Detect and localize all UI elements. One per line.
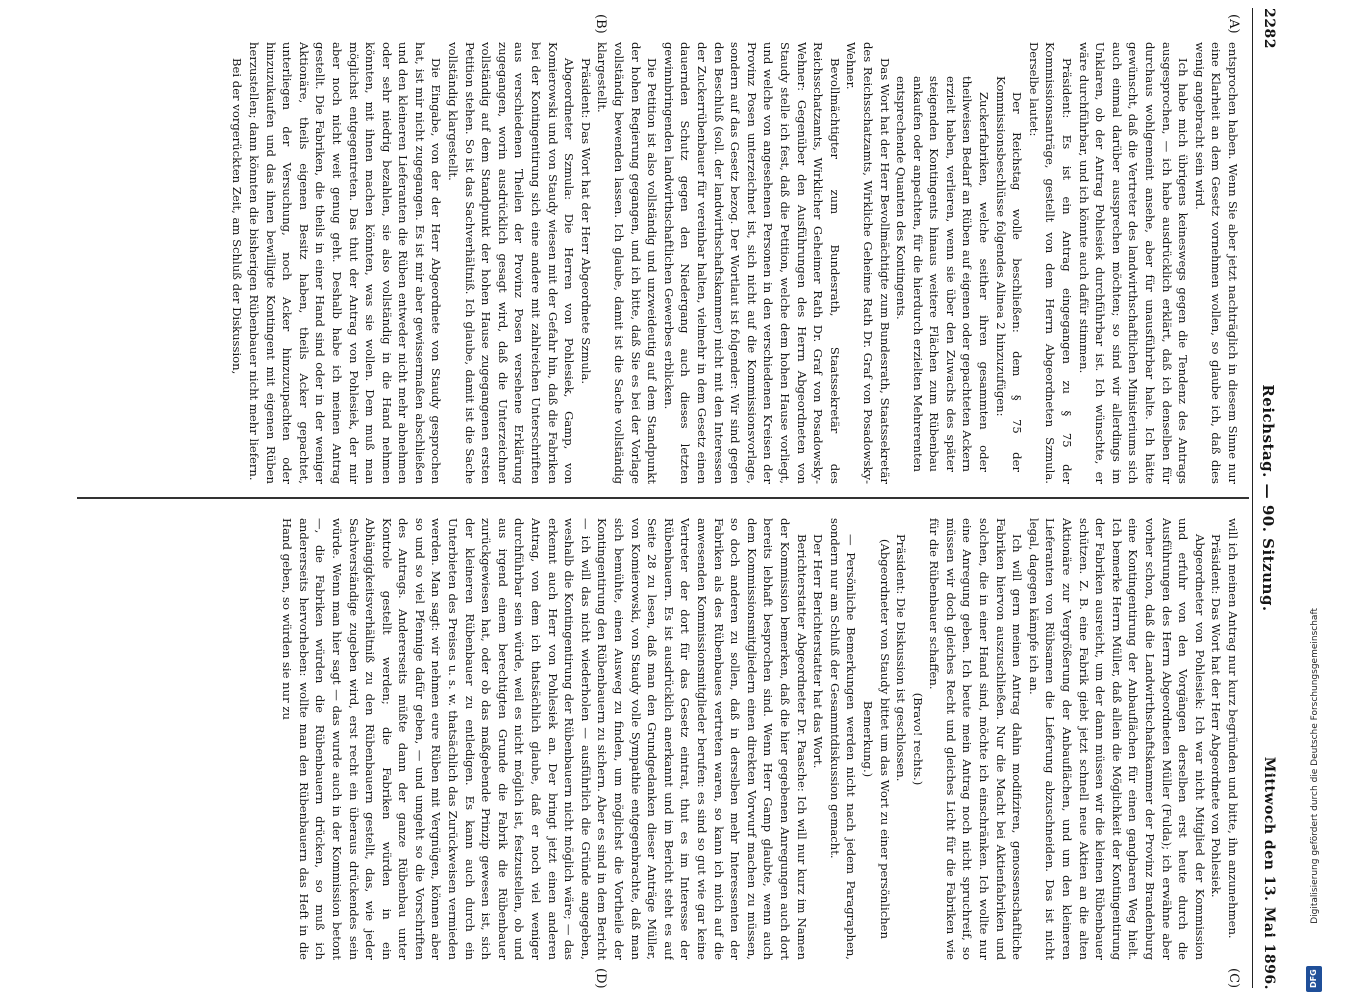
digitization-credit: Digitalisierung gefördert durch die Deutsche Forschungsgemeinschaft: [1310, 608, 1320, 924]
paragraph: Die Petition ist also vollständig und unzweideutig auf dem Standpunkt der hohen Regierung gegangen, und ich bitte, daß Sie es bei der Vorlage vollständig bewenden lassen. Ich glaube, damit ist die Sache vollständig klargestellt.: [595, 42, 660, 484]
paragraph: Präsident: Es ist ein Antrag eingegangen zu § 75 der Kommissionsanträge, gestellt von dem Herrn Abgeordneten Szmula. Derselbe lautet:: [1026, 42, 1075, 484]
text-column-left: [81, 42, 1241, 484]
paragraph: Die Eingabe, von der der Herr Abgeordnete von Staudy gesprochen hat, ist mir nicht zugegangen. Es ist mir aber gewissermaßen abschließen und den kleineren Lieferanten die Rüben entweder nicht mehr abnehmen oder sehr niedrig bezahlen, sie also vollständig in die Hand nehmen könnten, mit ihnen machen könnten, was sie wollen. Dem muß man möglichst entgegentreten. Das thut der Antrag von Pohlesiek, der mir aber noch nicht weit genug geht. Deshalb habe ich meinen Antrag gestellt. Die Fabriken, die theils in einer Hand sind oder in der weniger Aktionäre, theils eigenen Besitz haben, theils Acker gepachtet, unterliegen der Versuchung, noch Acker hinzuzupachten oder hinzuzukaufen und das ihnen bewilligte Kontingent mit eigenen Rüben herzustellen; dann könnten die bisherigen Rübenbauer nicht mehr liefern.: [246, 42, 444, 484]
paragraph: Ich will gern meinen Antrag dahin modifiziren, genossenschaftliche Fabriken hiervon auszuschließen. Nur die Macht bei Aktienfabriken und solchen, die in einer Hand sind, möchte ich einschränken. Ich wollte nur eine Anregung geben. Ich beute mein Antrag noch nicht spruchreif, so müssen wir doch gleiches Recht und gleiches Licht für die Fabriken wie für die Rübenbauer schaffen.: [927, 518, 1025, 960]
dfg-logo: [1306, 966, 1322, 992]
page-number: 2282: [1261, 8, 1277, 49]
paragraph: Bei der vorgerückten Zeit, am Schluß der Diskussion,: [230, 58, 245, 375]
paragraph: Berichterstatter Abgeordneter Dr. Paasche: Ich will nur kurz im Namen der Kommission bemerken, daß die hier gegebenen Anregungen auch dort bereits lebhaft besprochen sind. Wenn Herr Gamp glaubte, wenn auch dem Kommissionsmitgliedern einen direkten Vorwurf machen zu müssen, so doch anderen zu sollen, daß in derselben mehr Interessenten der Fabriken als des Rübenbaues vertreten waren, so kann ich mich auf die anwesenden Kommissionsmitglieder berufen: es sind so gut wie gar keine Vertreter der dort für das Gesetz eintrat, thut es im Interesse der Rübenbauern. Es ist ausdrücklich anerkannt und im Bericht steht es auf Seite 28 zu lesen, daß man den Grundgedanken dieser Anträge Müller, von Komierowski, von Staudy volle Sympathie entgegenbrachte, daß man sich bemühte, einen Ausweg zu finden, um möglichst die Vortheile der Kontingentirung den Rübenbauern zu sichern. Aber es sind in dem Bericht — ich will das nicht wiederholen — ausführlich die Gründe angegeben, weshalb die Kontingentirung der Rübenbauern nicht möglich wäre; — das erkennt auch Herr von Pohlesiek an. Der bringt jetzt einen anderen Antrag, von dem ich thatsächlich glaube, daß er noch viel weniger durchführbar sein würde, weil es nicht möglich ist, festzustellen, ob und aus irgend einem berechtigten Grunde die Fabrik die Rübenbauer zurückgewiesen hat, oder ob das maßgebende Prinzip gewesen ist, sich der kleineren Rübenbauer zu entledigen. Es kann auch durch ein Unterbieten des Preises u. s. w. thatsächlich das Zurückweisen vermieden werden. Man sagt: wir nehmen eure Rüben mit Vergnügen, können aber so und so viel Pfennige dafür geben, — und umgeht so die Vorschriften des Antrags. Andererseits müßte dann der ganze Rübenbau unter Kontrole gestellt werden; die Fabriken würden in ein Abhängigkeitsverhältniß zu den Rübenbauern gestellt, das, wie jeder Sachverständige zugeben wird, erst recht ein überaus drückendes sein würde. Wenn man hier sagt — das wurde auch in der Kommission betont —, die Fabriken würden die Rübenbauern drücken, so muß ich andererseits hervorheben: wollte man den Rübenbauern das Heft in die Hand geben, so würden sie nur zu: [280, 518, 809, 960]
paragraph: Zuckerfabriken, welche seither ihren gesammten oder theilweisen Bedarf an Rüben auf eigenen oder gepachteten Ackern erzielt haben, verlieren, wenn sie über den Zuwachs des später steigenden Kontingents hinaus weitere Flächen zum Rübenbau ankaufen oder anpachten, für die hierdurch erzielten Mehrerenten entsprechende Quanten des Kontingents.: [894, 76, 992, 472]
paragraph: — Persönliche Bemerkungen werden nicht nach jedem Paragraphen, sondern nur am Schluß der Gesammtdiskussion gemacht.: [827, 518, 859, 960]
margin-marker-d: (D): [593, 968, 608, 989]
paragraph: Der Reichstag wolle beschließen: dem § 75 der Kommissionsbeschlüsse folgendes Alinea 2 hinzuzufügen:: [993, 76, 1025, 472]
page-header: [1253, 8, 1277, 996]
dfg-logo-text: DFG: [1309, 969, 1318, 989]
margin-marker-b: (B): [593, 14, 608, 34]
paragraph: Abgeordneter von Pohlesiek: Ich war nicht Mitglied der Kommission und erfuhr von den Vorgängen derselben erst heute durch die Ausführungen des Herrn Abgeordneten Müller (Fulda); ich erwähne aber vorher schon, daß die Landwirthschaftskammer der Provinz Brandenburg eine Kontingentirung der Anbauflächen für einen gangbaren Weg hielt. Ich bemerke Herrn Müller, daß allein die Möglichkeit der Kontingentirung der Fabriken ausreicht, um der dann müssen wir die kleinen Rübenbauer schützen. Z. B. eine Fabrik giebt jetzt schnell neue Aktien an die alten Aktionäre zur Vergrößerung der Anbauflächen, und um den kleineren Lieferanten von Rübsamen die Lieferung abzuschneiden. Das ist nicht legal, dagegen kämpfe ich an.: [1026, 518, 1207, 960]
paragraph: Präsident: Das Wort hat der Herr Abgeordnete Szmula.: [578, 58, 593, 385]
paragraph: Der Herr Berichterstatter hat das Wort.: [811, 534, 826, 769]
paragraph: (Abgeordneter von Staudy bittet um das Wort zu einer persönlichen Bemerkung.): [860, 538, 892, 939]
paragraph: Das Wort hat der Herr Bevollmächtigte zum Bundesrath, Staatssekretär des Reichsschatzamts, Wirkliche Geheime Rath Dr. Graf von Posadowsky-Wehner.: [844, 42, 892, 484]
column-divider: [77, 497, 1249, 499]
paragraph: Präsident: Die Diskussion ist geschlossen.: [894, 534, 909, 782]
page-title: Reichstag. — 90. Sitzung.: [1259, 384, 1277, 612]
paragraph: (Bravo! rechts.): [910, 692, 925, 786]
margin-marker-c: (C): [1226, 968, 1241, 989]
paragraph: entsprochen haben. Wenn Sie aber jetzt nachträglich in diesem Sinne nur eine Klarheit an dem Gesetz vornehmen wollen, so glaube ich, daß dies wenig angebracht sein wird.: [1192, 42, 1240, 484]
paragraph: Präsident: Das Wort hat der Herr Abgeordnete von Pohlesiek.: [1209, 534, 1224, 898]
paragraph: will ich meinen Antrag nur kurz begründen und bitte, ihn anzunehmen.: [1226, 518, 1240, 939]
margin-marker-a: (A): [1226, 14, 1241, 34]
page-date: Mittwoch den 13. Mai 1896.: [1261, 756, 1277, 990]
paragraph: Ich habe mich übrigens keineswegs gegen die Tendenz des Antrags ausgesprochen, — ich habe ausdrücklich erklärt, daß ich denselben für durchaus wohlgemeint ansehe, aber für unausführbar halte. Ich hätte gewünscht, daß die Vertreter des landwirthschaftlichen Ministeriums sich auch einmal darüber aussprechen möchten; so sind wir allerdings im Unklaren, ob der Antrag Pohlesiek durchführbar ist. Ich wünschte, er wäre durchführbar, und ich könnte auch dafür stimmen.: [1076, 42, 1191, 484]
paragraph: Bevollmächtigter zum Bundesrath, Staatssekretär des Reichsschatzamts, Wirklicher Geheimer Rath Dr. Graf von Posadowsky-Wehner: Gegenüber den Ausführungen des Herrn Abgeordneten von Staudy stelle ich fest, daß die Petition, welche dem hohen Hause vorliegt, und welche von angesehenen Personen in den verschiedenen Kreisen der Provinz Posen unterzeichnet ist, sich nicht auf die Kommissionsvorlage, sondern auf das Gesetz bezog. Der Wortlaut ist folgender: Wir sind gegen den Beschluß (soll. der landwirthschaftskammer) nicht mit den Interessen der Zuckerrübenbauer für vereinbar halten, vielmehr in dem Gesetz einen dauernden Schutz gegen den Niedergang auch dieses letzten gewinnbringenden landwirthschaftlichen Gewerbes erblicken.: [661, 42, 842, 484]
header-rule: [1252, 8, 1253, 988]
text-column-right: [81, 518, 1241, 960]
paragraph: Abgeordneter Szmula: Die Herren von Pohlesiek, Gamp, von Komierowski und von Staudy wiesen mit der Gefahr hin, daß die Fabriken bei der Kontingentirung sich eine andere mit zahlreichen Unterschriften aus verschiedenen Theilen der Provinz Posen versehene Erklärung zugegangen, worin ausdrücklich gesagt wird, daß die Unterzeichner vollständig auf dem Standpunkt der hohen Hause zugegangenen ersten Petition stehen. So ist das Sachverhältniß. Ich glaube, damit ist die Sache vollständig klargestellt.: [446, 42, 577, 484]
